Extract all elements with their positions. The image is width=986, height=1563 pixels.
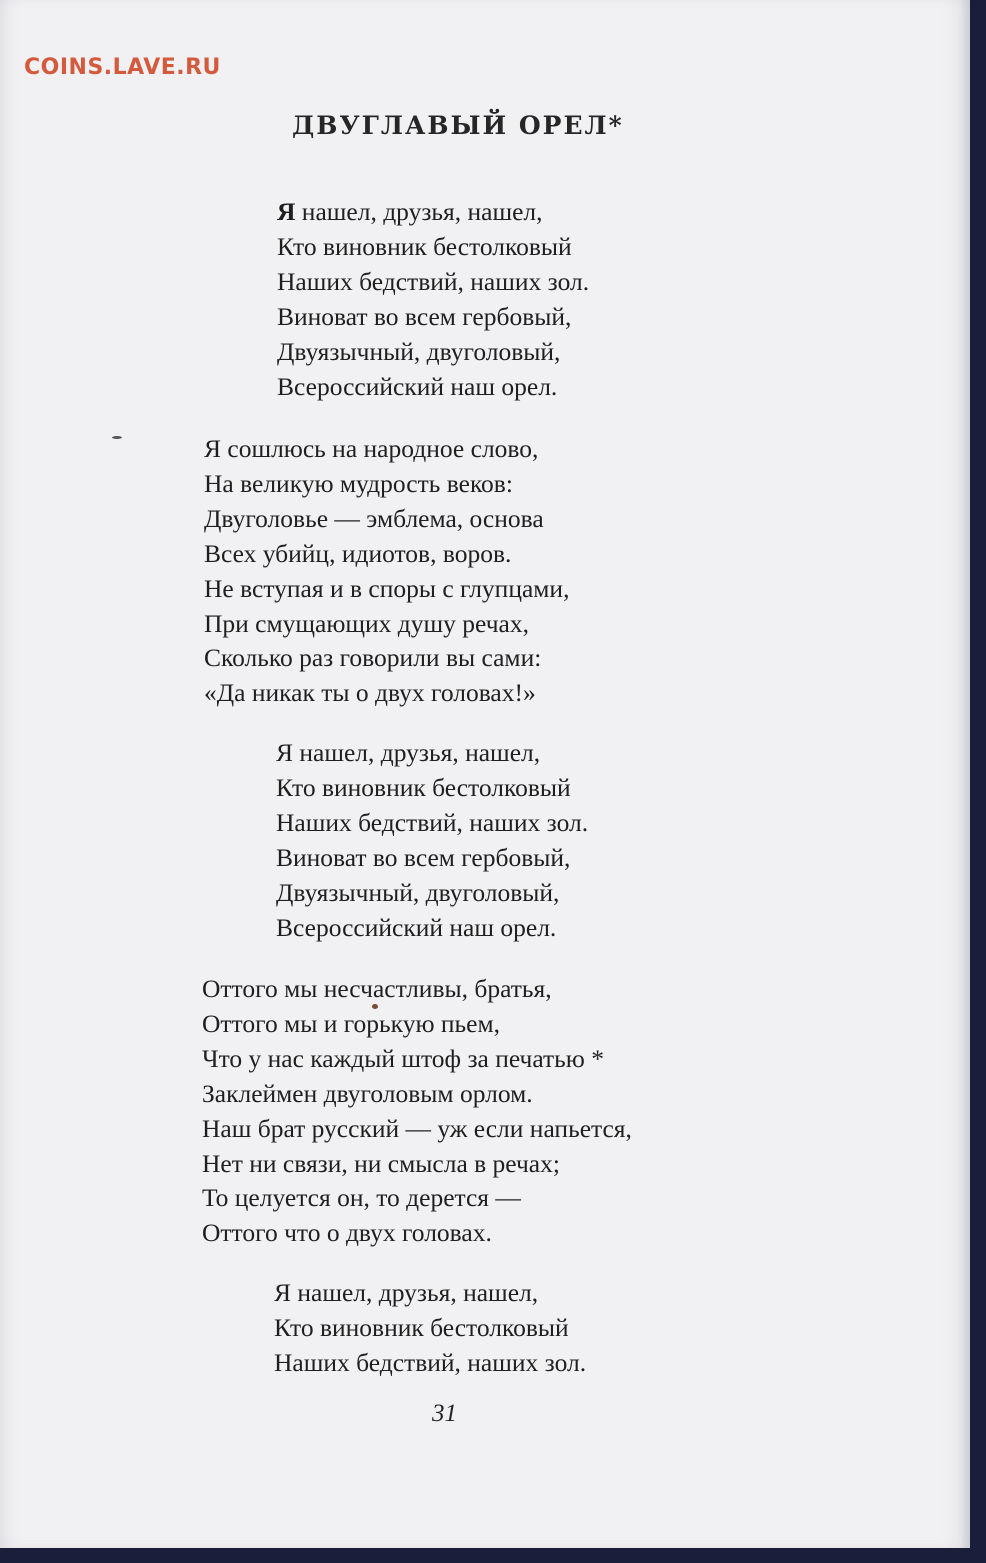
page-number: 31	[432, 1400, 457, 1427]
verse-line: Двуязычный, двуголовый,	[277, 336, 561, 366]
verse-line: Двуголовье — эмблема, основа	[204, 503, 544, 533]
verse-line: Я сошлюсь на народное слово,	[204, 434, 539, 463]
verse-line: Оттого мы несчастливы, братья,	[202, 974, 552, 1003]
verse-line: Заклеймен двуголовым орлом.	[202, 1078, 533, 1108]
verse-line: Оттого что о двух головах.	[202, 1218, 492, 1248]
ink-blot	[372, 1004, 378, 1009]
verse-line: Я нашел, друзья, нашел,	[274, 1278, 539, 1307]
stanza-2	[204, 432, 569, 711]
stanza-4	[202, 972, 632, 1251]
stanza-3	[276, 736, 588, 945]
verse-line: Что у нас каждый штоф за печатью *	[202, 1043, 604, 1073]
verse-line: Кто виновник бестолковый	[274, 1312, 569, 1342]
verse-line-text: нашел, друзья, нашел,	[295, 197, 543, 226]
poem-title: ДВУГЛАВЫЙ ОРЕЛ*	[292, 111, 624, 140]
verse-line: Виноват во всем гербовый,	[276, 842, 571, 872]
verse-line: Наших бедствий, наших зол.	[274, 1347, 587, 1377]
verse-line: Наших бедствий, наших зол.	[277, 266, 590, 296]
verse-line: То целуется он, то дерется —	[202, 1183, 521, 1213]
verse-line: Кто виновник бестолковый	[276, 772, 571, 802]
watermark: COINS.LAVE.RU	[24, 55, 221, 80]
verse-line: Виноват во всем гербовый,	[277, 301, 572, 331]
stanza-1	[277, 195, 589, 404]
verse-line: Наших бедствий, наших зол.	[276, 807, 589, 837]
verse-line: Всероссийский наш орел.	[277, 371, 558, 401]
verse-line: Кто виновник бестолковый	[277, 231, 572, 261]
verse-line: Всех убийц, идиотов, воров.	[204, 538, 512, 568]
verse-line: Всероссийский наш орел.	[276, 912, 557, 942]
verse-line: Я нашел, друзья, нашел,	[276, 738, 541, 767]
verse-line: При смущающих душу речах,	[204, 608, 529, 638]
verse-line: Двуязычный, двуголовый,	[276, 877, 560, 907]
verse-line	[277, 195, 589, 230]
verse-line: Не вступая и в споры с глупцами,	[204, 573, 570, 603]
ink-mark	[112, 436, 122, 439]
verse-line: Нет ни связи, ни смысла в речах;	[202, 1148, 560, 1178]
verse-line: Оттого мы и горькую пьем,	[202, 1008, 500, 1038]
verse-line: Сколько раз говорили вы сами:	[204, 643, 542, 673]
stanza-5	[274, 1276, 586, 1381]
drop-cap: Я	[277, 197, 296, 226]
verse-line: На великую мудрость веков:	[204, 468, 513, 498]
verse-line: Наш брат русский — уж если напьется,	[202, 1113, 632, 1143]
verse-line: «Да никак ты о двух головах!»	[204, 678, 536, 708]
